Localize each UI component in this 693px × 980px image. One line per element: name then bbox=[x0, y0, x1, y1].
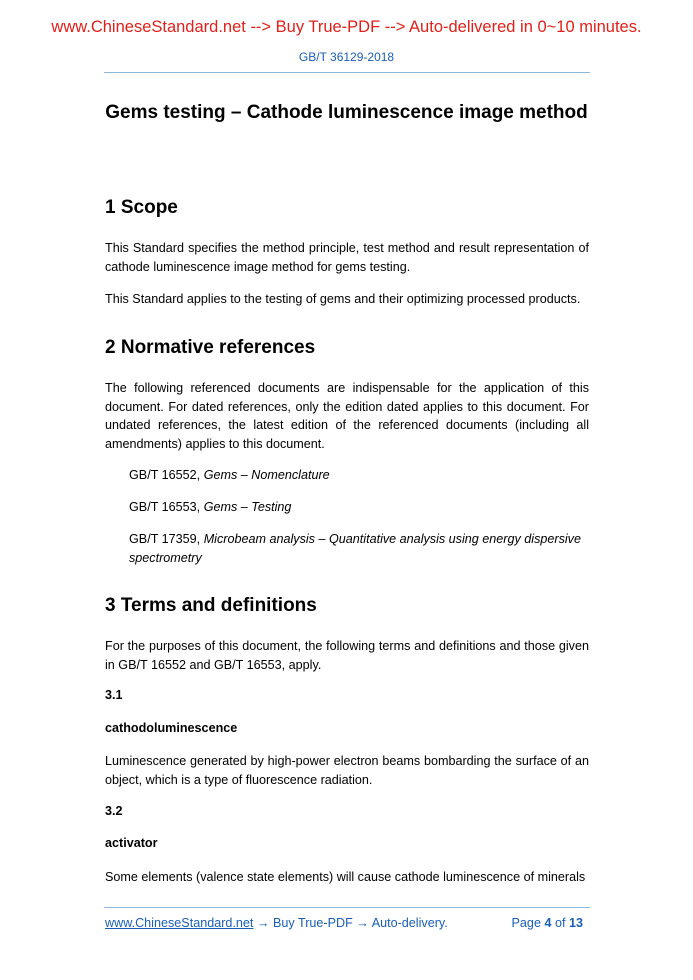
term-name: cathodoluminescence bbox=[105, 721, 238, 735]
reference-code: GB/T 17359, bbox=[129, 532, 204, 546]
footer-site-link[interactable]: www.ChineseStandard.net bbox=[105, 916, 254, 930]
footer-divider bbox=[104, 907, 590, 908]
arrow-icon: → bbox=[253, 916, 274, 930]
term-number: 3.1 bbox=[105, 688, 123, 702]
normative-intro-paragraph: The following referenced documents are indispensable for the application of this document. For dated references, only the edition dated applies to this document. For undated references, the latest edition of the referenced documents (including all amendments) applies to this document. bbox=[105, 381, 589, 451]
term-number: 3.2 bbox=[105, 804, 123, 818]
footer-buy-text: Buy True-PDF bbox=[273, 916, 353, 930]
page-of-label: of bbox=[551, 916, 569, 930]
document-title: Gems testing – Cathode luminescence image method bbox=[105, 102, 588, 123]
page-footer bbox=[105, 916, 589, 930]
section-heading-terms-definitions: 3 Terms and definitions bbox=[105, 595, 317, 616]
reference-item bbox=[129, 498, 589, 517]
footer-delivery-text: Auto-delivery. bbox=[371, 916, 448, 930]
term-definition: Luminescence generated by high-power electron beams bombarding the surface of an object, which is a type of fluorescence radiation. bbox=[105, 754, 589, 787]
reference-title: Gems – Nomenclature bbox=[203, 468, 330, 482]
reference-title: Microbeam analysis – Quantitative analysis using energy dispersive spectrometry bbox=[129, 532, 581, 565]
scope-paragraph-2: This Standard applies to the testing of gems and their optimizing processed products. bbox=[105, 292, 581, 306]
reference-code: GB/T 16553, bbox=[129, 500, 204, 514]
terms-intro-paragraph: For the purposes of this document, the following terms and definitions and those given in GB/T 16552 and GB/T 16553, apply. bbox=[105, 639, 589, 672]
total-pages-number: 13 bbox=[568, 916, 583, 930]
scope-paragraph-1: This Standard specifies the method principle, test method and result representation of cathode luminescence image method for gems testing. bbox=[105, 241, 589, 274]
promo-banner[interactable]: www.ChineseStandard.net --> Buy True-PDF --> Auto-delivered in 0~10 minutes. bbox=[51, 18, 642, 36]
reference-item bbox=[129, 466, 589, 485]
standard-code: GB/T 36129-2018 bbox=[298, 50, 395, 64]
term-definition: Some elements (valence state elements) will cause cathode luminescence of minerals bbox=[105, 870, 586, 884]
term-name: activator bbox=[105, 836, 158, 850]
reference-item bbox=[129, 530, 589, 567]
arrow-icon: → bbox=[352, 916, 372, 930]
current-page-number: 4 bbox=[544, 916, 552, 930]
section-heading-normative-references: 2 Normative references bbox=[105, 337, 316, 358]
reference-title: Gems – Testing bbox=[203, 500, 292, 514]
header-divider bbox=[104, 72, 590, 73]
reference-code: GB/T 16552, bbox=[129, 468, 204, 482]
section-heading-scope: 1 Scope bbox=[105, 197, 178, 218]
page-label: Page bbox=[511, 916, 545, 930]
page-indicator bbox=[512, 916, 583, 930]
